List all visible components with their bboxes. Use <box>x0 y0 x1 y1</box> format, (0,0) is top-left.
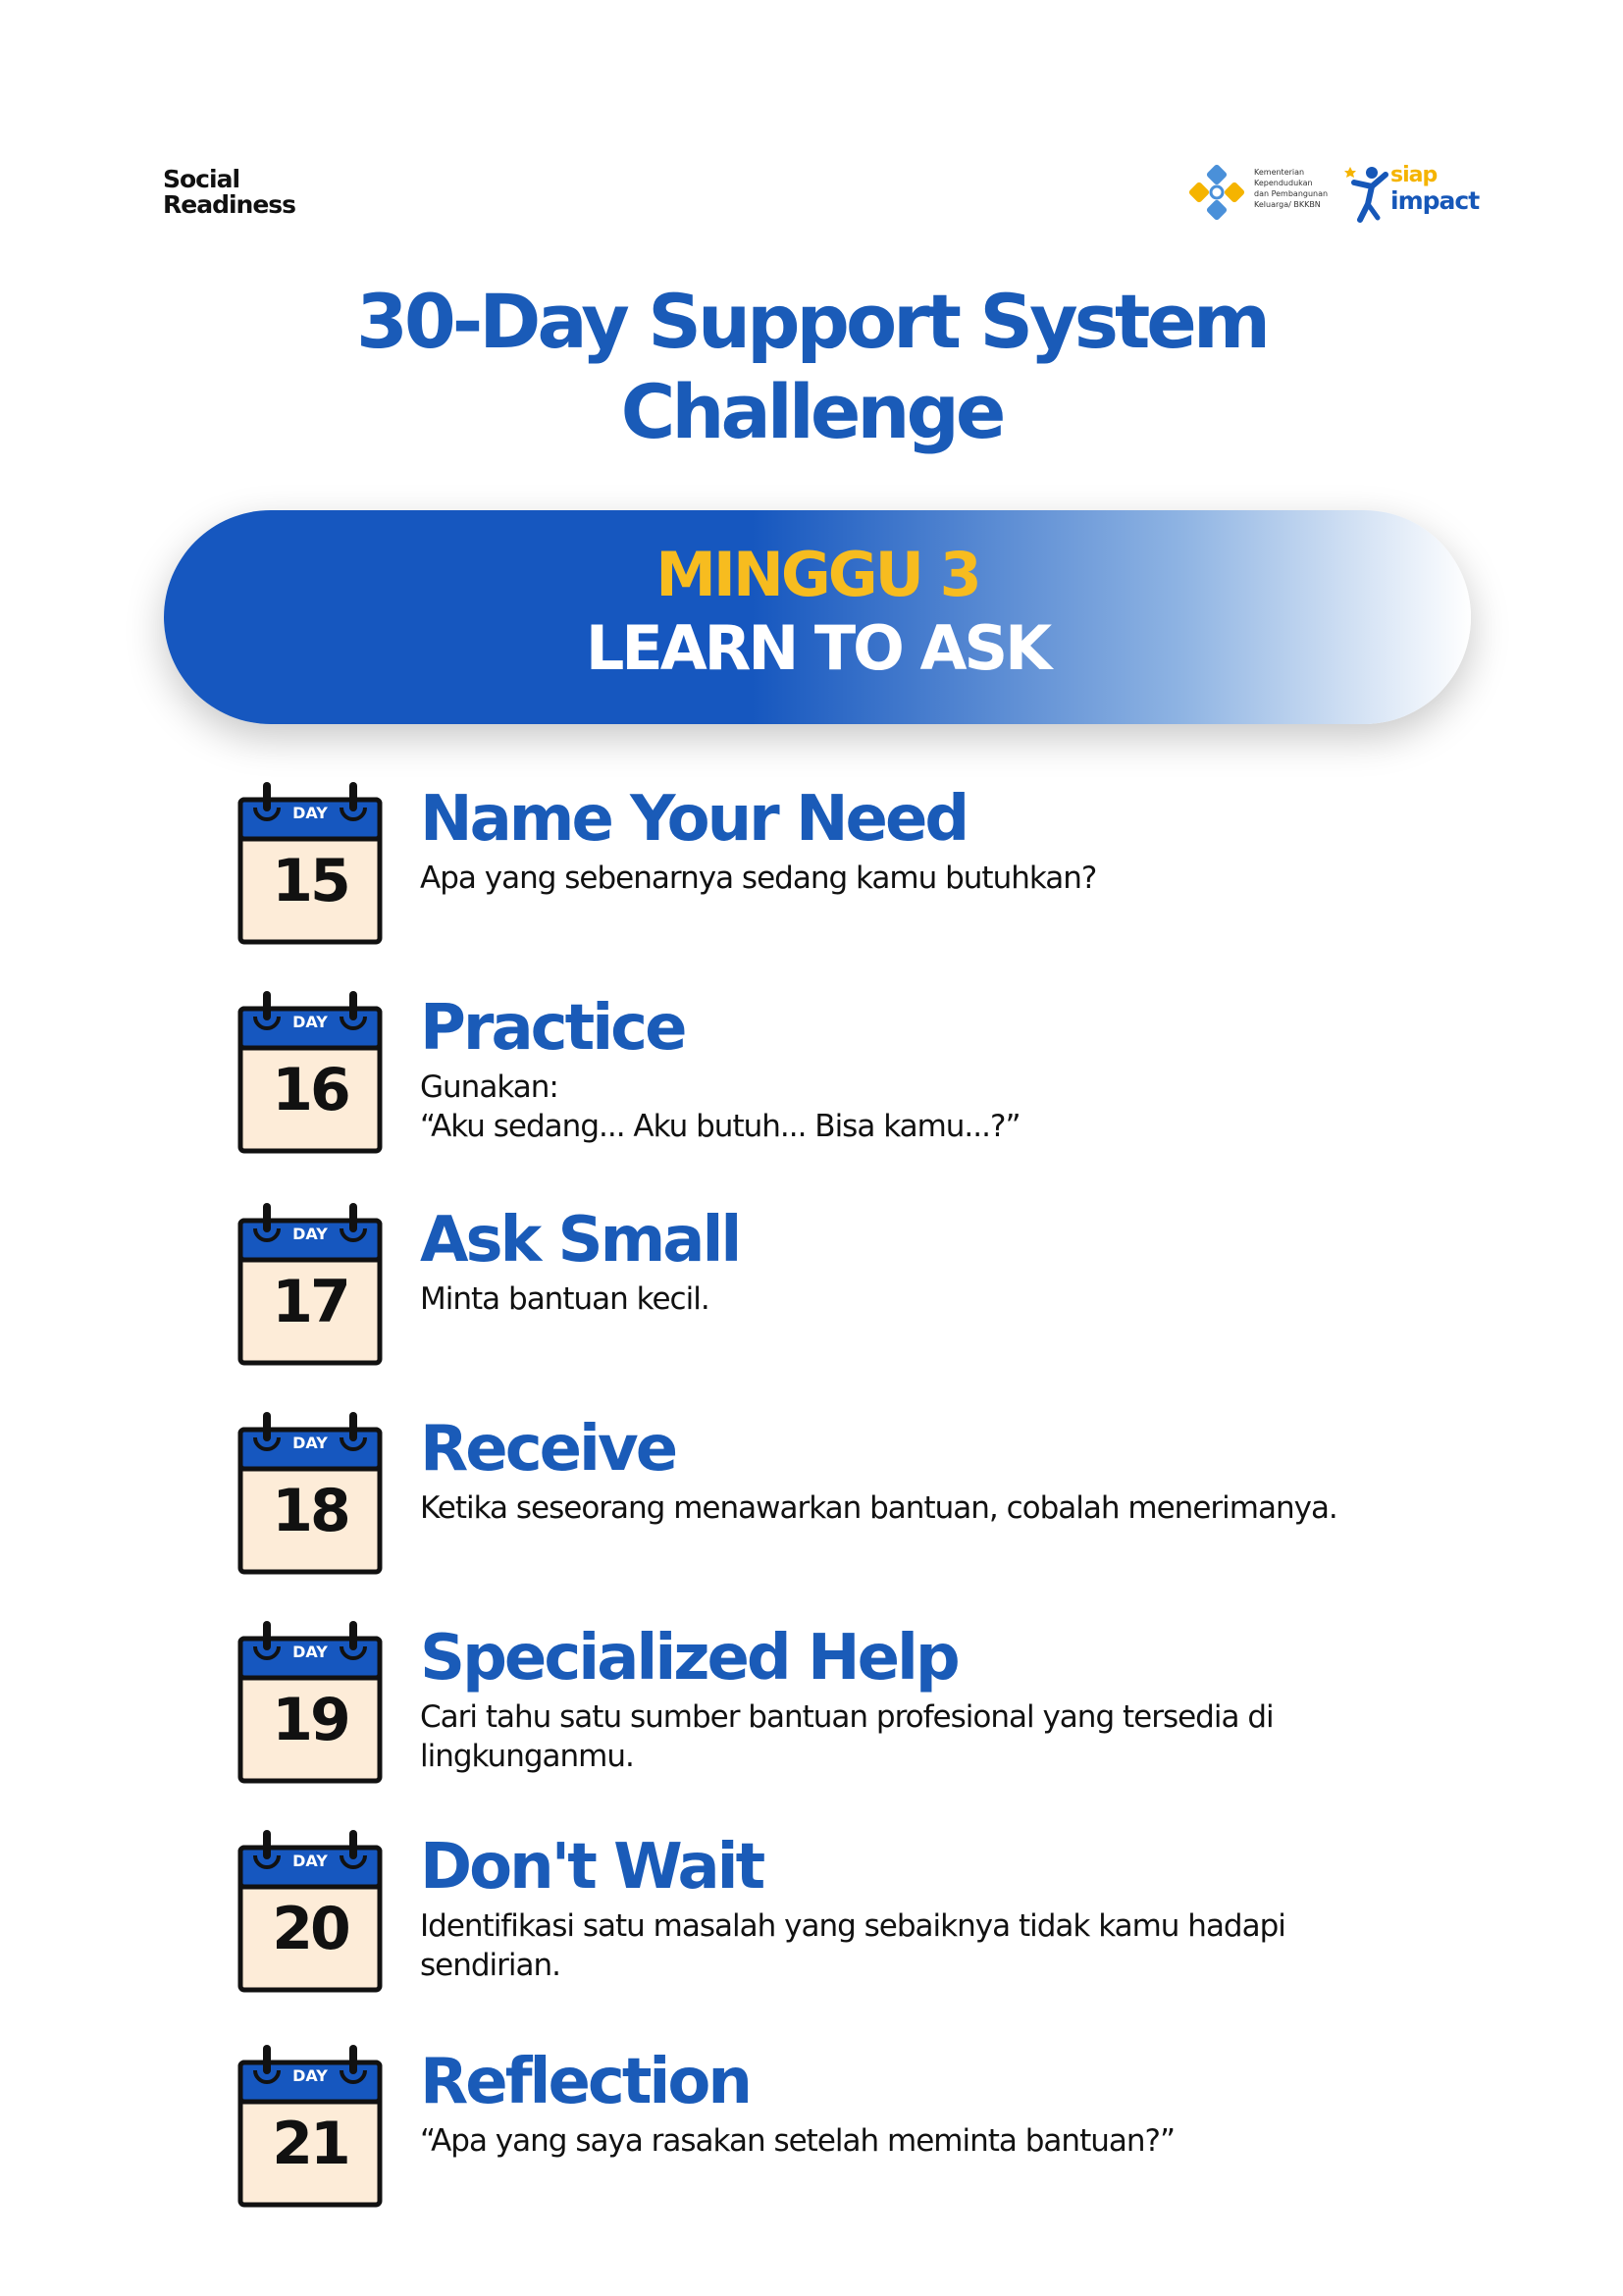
partner-logos <box>1187 157 1482 231</box>
day-description <box>420 1068 1480 1146</box>
day-description <box>420 1697 1480 1776</box>
day-description <box>420 1906 1480 1985</box>
ministry-line: Kementerian <box>1254 168 1305 177</box>
day-title: Reflection <box>420 2046 750 2118</box>
calendar-icon <box>237 2043 383 2210</box>
calendar-day-number: 19 <box>272 1686 348 1754</box>
week-banner <box>164 510 1471 724</box>
brand-label <box>163 167 295 218</box>
ministry-line: Kependudukan <box>1254 179 1313 187</box>
page-title-line-1: 30-Day Support System <box>355 278 1268 365</box>
calendar-day-label: DAY <box>292 804 328 822</box>
day-title: Practice <box>420 992 685 1065</box>
day-description <box>420 1488 1480 1528</box>
ministry-logo-icon <box>1187 163 1248 224</box>
day-description-line: lingkunganmu. <box>420 1739 634 1774</box>
calendar-day-number: 20 <box>272 1895 348 1963</box>
day-description-line: “Aku sedang... Aku butuh... Bisa kamu...?” <box>420 1109 1021 1144</box>
day-item <box>0 989 1623 1185</box>
calendar-icon <box>237 1828 383 1995</box>
day-description-line: Cari tahu satu sumber bantuan profesional yang tersedia di <box>420 1699 1274 1735</box>
day-item <box>0 1201 1623 1397</box>
day-description-line: sendirian. <box>420 1948 561 1983</box>
calendar-icon <box>237 1619 383 1786</box>
page-title-line-2: Challenge <box>620 368 1003 455</box>
calendar-day-label: DAY <box>292 1643 328 1661</box>
day-title: Ask Small <box>420 1204 740 1277</box>
day-item <box>0 1619 1623 1815</box>
calendar-day-label: DAY <box>292 2066 328 2085</box>
siap-word: siap <box>1390 163 1438 187</box>
day-description-line: Gunakan: <box>420 1070 558 1105</box>
day-item <box>0 780 1623 976</box>
day-title: Receive <box>420 1413 676 1486</box>
calendar-day-number: 18 <box>272 1477 348 1545</box>
day-description <box>420 1279 1480 1319</box>
calendar-day-number: 16 <box>272 1056 348 1124</box>
calendar-day-label: DAY <box>292 1434 328 1452</box>
siap-impact-logo-icon <box>1344 161 1393 226</box>
calendar-icon <box>237 1410 383 1577</box>
week-label: MINGGU 3 <box>655 539 979 610</box>
impact-word: impact <box>1390 186 1480 215</box>
ministry-name <box>1254 167 1352 210</box>
day-title: Specialized Help <box>420 1622 958 1695</box>
day-description-line: Ketika seseorang menawarkan bantuan, cobalah menerimanya. <box>420 1490 1337 1526</box>
week-theme: LEARN TO ASK <box>585 612 1050 684</box>
calendar-day-number: 21 <box>272 2110 348 2178</box>
calendar-day-number: 15 <box>272 847 348 915</box>
day-description <box>420 2121 1480 2161</box>
day-description-line: Apa yang sebenarnya sedang kamu butuhkan? <box>420 861 1097 896</box>
ministry-line: dan Pembangunan <box>1254 189 1329 198</box>
calendar-day-number: 17 <box>272 1268 348 1336</box>
calendar-day-label: DAY <box>292 1013 328 1031</box>
brand-line-2: Readiness <box>163 190 296 219</box>
calendar-day-label: DAY <box>292 1852 328 1870</box>
day-description-line: “Apa yang saya rasakan setelah meminta bantuan?” <box>420 2123 1176 2159</box>
calendar-day-label: DAY <box>292 1225 328 1243</box>
calendar-icon <box>237 1201 383 1368</box>
day-title: Don't Wait <box>420 1831 763 1904</box>
day-description-line: Identifikasi satu masalah yang sebaiknya tidak kamu hadapi <box>420 1908 1285 1944</box>
day-item <box>0 2043 1623 2239</box>
brand-line-1: Social <box>163 165 240 193</box>
day-item <box>0 1410 1623 1606</box>
day-title: Name Your Need <box>420 783 968 856</box>
calendar-icon <box>237 989 383 1156</box>
day-description <box>420 859 1480 898</box>
day-item <box>0 1828 1623 2024</box>
page-title <box>0 277 1623 457</box>
calendar-icon <box>237 780 383 947</box>
day-description-line: Minta bantuan kecil. <box>420 1281 709 1317</box>
ministry-line: Keluarga/ BKKBN <box>1254 200 1321 209</box>
